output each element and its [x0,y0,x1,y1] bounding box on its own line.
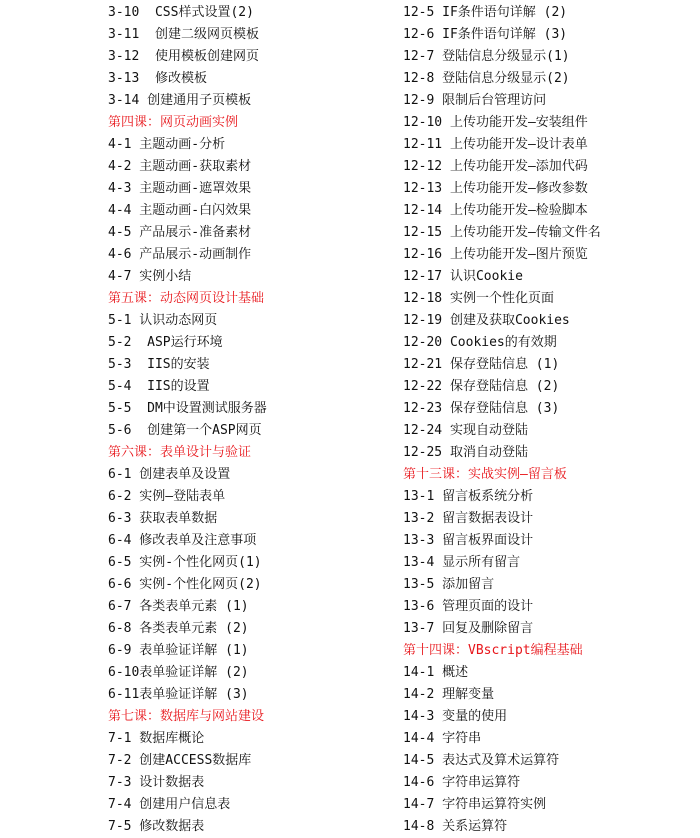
lesson-item: 7-2 创建ACCESS数据库 [108,753,252,768]
lesson-item: 6-3 获取表单数据 [108,511,218,526]
lesson-item: 3-13 修改模板 [108,71,207,86]
lesson-item: 12-25 取消自动登陆 [403,445,528,460]
lesson-item: 6-1 创建表单及设置 [108,467,231,482]
lesson-item: 12-13 上传功能开发—修改参数 [403,181,588,196]
lesson-item: 5-4 IIS的设置 [108,379,210,394]
lesson-item: 6-8 各类表单元素 (2) [108,621,249,636]
lesson-item: 3-11 创建二级网页模板 [108,27,259,42]
lesson-item: 12-14 上传功能开发—检验脚本 [403,203,588,218]
lesson-item: 14-2 理解变量 [403,687,495,702]
lesson-item: 6-9 表单验证详解 (1) [108,643,249,658]
lesson-heading: 第四课：网页动画实例 [108,115,239,130]
lesson-item: 12-19 创建及获取Cookies [403,313,570,328]
lesson-item: 12-20 Cookies的有效期 [403,335,557,350]
lesson-item: 3-14 创建通用子页模板 [108,93,252,108]
lesson-item: 14-1 概述 [403,665,469,680]
lesson-item: 12-7 登陆信息分级显示(1) [403,49,570,64]
lesson-item: 12-24 实现自动登陆 [403,423,528,438]
lesson-heading: 第十三课：实战实例—留言板 [403,467,567,482]
lesson-item: 5-3 IIS的安装 [108,357,210,372]
lesson-item: 4-7 实例小结 [108,269,192,284]
lesson-item: 12-8 登陆信息分级显示(2) [403,71,570,86]
lesson-item: 5-1 认识动态网页 [108,313,218,328]
lesson-item: 6-4 修改表单及注意事项 [108,533,257,548]
lesson-item: 12-5 IF条件语句详解 (2) [403,5,568,20]
lesson-item: 12-21 保存登陆信息 (1) [403,357,560,372]
lesson-item: 12-16 上传功能开发—图片预览 [403,247,588,262]
lesson-item: 12-9 限制后台管理访问 [403,93,547,108]
lesson-item: 12-18 实例一个性化页面 [403,291,554,306]
lesson-item: 6-11表单验证详解 (3) [108,687,249,702]
lesson-heading: 第七课：数据库与网站建设 [108,709,265,724]
lesson-item: 13-1 留言板系统分析 [403,489,534,504]
lesson-item: 14-4 字符串 [403,731,482,746]
lesson-item: 6-5 实例-个性化网页(1) [108,555,262,570]
lesson-item: 7-4 创建用户信息表 [108,797,231,812]
lesson-item: 3-12 使用模板创建网页 [108,49,259,64]
lesson-heading: 第五课：动态网页设计基础 [108,291,265,306]
lesson-item: 5-6 创建第一个ASP网页 [108,423,262,438]
lesson-item: 13-6 管理页面的设计 [403,599,534,614]
lesson-item: 4-2 主题动画-获取素材 [108,159,252,174]
lesson-item: 12-12 上传功能开发—添加代码 [403,159,588,174]
lesson-item: 14-5 表达式及算术运算符 [403,753,560,768]
lesson-item: 7-1 数据库概论 [108,731,205,746]
lesson-item: 7-3 设计数据表 [108,775,205,790]
lesson-heading: 第十四课：VBscript编程基础 [403,643,583,658]
lesson-item: 12-15 上传功能开发—传输文件名 [403,225,601,240]
lesson-item: 6-7 各类表单元素 (1) [108,599,249,614]
lesson-item: 4-6 产品展示-动画制作 [108,247,252,262]
lesson-item: 4-5 产品展示-准备素材 [108,225,252,240]
lesson-item: 4-4 主题动画-白闪效果 [108,203,252,218]
lesson-item: 14-7 字符串运算符实例 [403,797,547,812]
lesson-item: 13-2 留言数据表设计 [403,511,534,526]
lesson-item: 12-17 认识Cookie [403,269,523,284]
lesson-item: 14-8 关系运算符 [403,819,508,834]
lesson-item: 12-6 IF条件语句详解 (3) [403,27,568,42]
lesson-item: 6-10表单验证详解 (2) [108,665,249,680]
lesson-item: 6-2 实例—登陆表单 [108,489,226,504]
lesson-item: 12-22 保存登陆信息 (2) [403,379,560,394]
lesson-item: 4-3 主题动画-遮罩效果 [108,181,252,196]
lesson-item: 12-10 上传功能开发—安装组件 [403,115,588,130]
lesson-item: 4-1 主题动画-分析 [108,137,226,152]
lesson-item: 6-6 实例-个性化网页(2) [108,577,262,592]
left-column [108,2,393,838]
lesson-item: 13-3 留言板界面设计 [403,533,534,548]
lesson-item: 12-11 上传功能开发—设计表单 [403,137,588,152]
lesson-item: 3-10 CSS样式设置(2) [108,5,254,20]
lesson-item: 13-4 显示所有留言 [403,555,521,570]
lesson-item: 13-5 添加留言 [403,577,495,592]
lesson-heading: 第六课：表单设计与验证 [108,445,252,460]
lesson-item: 5-5 DM中设置测试服务器 [108,401,267,416]
lesson-item: 7-5 修改数据表 [108,819,205,834]
right-column [403,2,695,838]
lesson-item: 12-23 保存登陆信息 (3) [403,401,560,416]
lesson-item: 13-7 回复及删除留言 [403,621,534,636]
lesson-item: 5-2 ASP运行环境 [108,335,223,350]
lesson-item: 14-3 变量的使用 [403,709,508,724]
lesson-item: 14-6 字符串运算符 [403,775,521,790]
